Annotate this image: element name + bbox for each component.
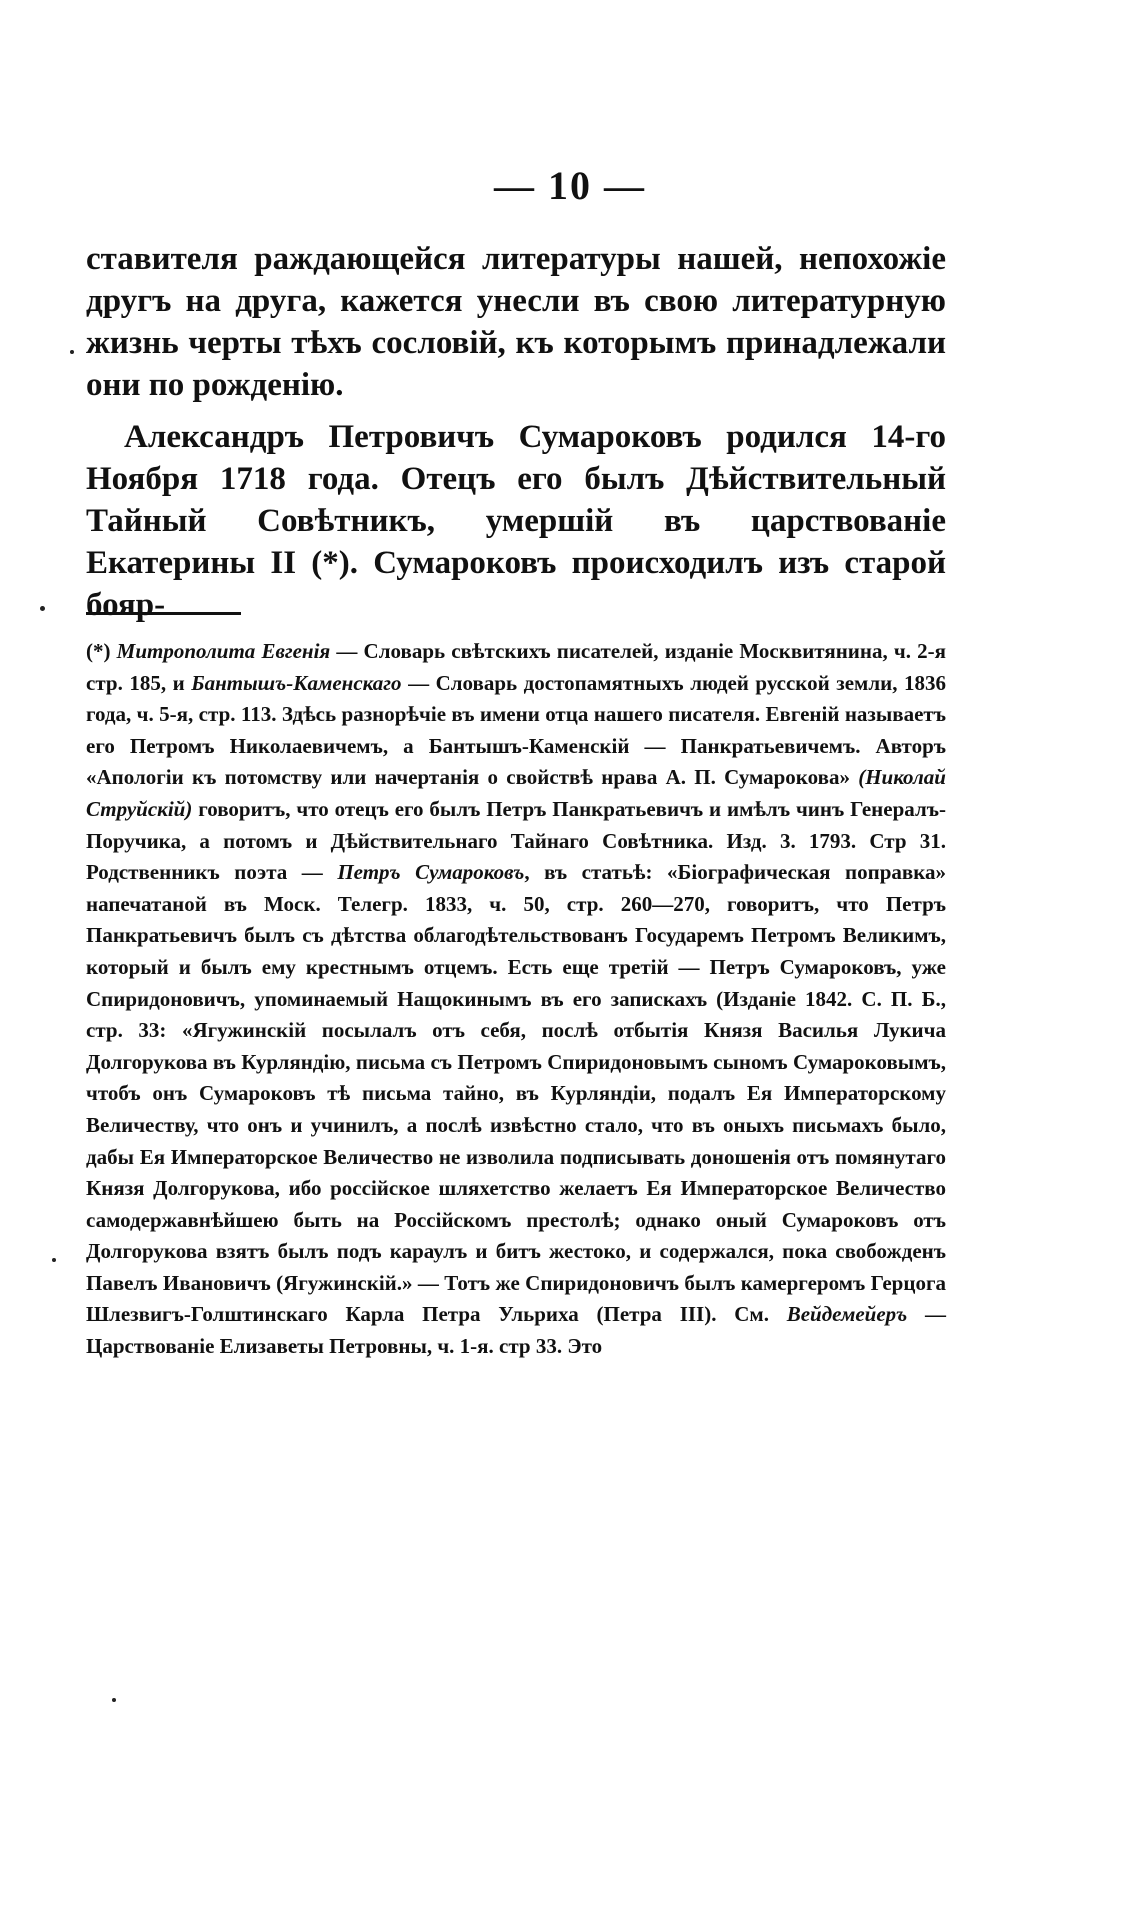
footnote-segment: — Царствованіе Елизаветы Петровны, ч. 1-я. стр 33. Это xyxy=(86,1302,946,1359)
footnote xyxy=(86,636,946,1363)
footnote-marker: (*) xyxy=(86,639,117,663)
footnote-segment: , въ статьѣ: «Біографическая поправка» напечатаной въ Моск. Телегр. 1833, ч. 50, стр. 260—270, говоритъ, что Петръ Панкратьевичъ былъ съ дѣтства облагодѣтельствованъ Государемъ Петромъ Великимъ, который и былъ ему крестнымъ отцемъ. Есть еще третій — Петръ Сумароковъ, уже Спиридоновичъ, упоминаемый Нащокинымъ въ его запискахъ (Изданіе 1842. С. П. Б., стр. 33: «Ягужинскій посылалъ отъ себя, послѣ отбытія Князя Василья Лукича Долгорукова въ Курляндію, письма съ Петромъ Спиридоновымъ сыномъ Сумароковымъ, чтобъ онъ Сумароковъ тѣ письма тайно, въ Курляндіи, подалъ Ея Императорскому Величеству, что онъ и учинилъ, а послѣ извѣстно стало, что въ оныхъ письмахъ было, дабы Ея Императорское Величество не изволила подписывать доношенія отъ помянутаго Князя Долгорукова, ибо россійское шляхетство желаетъ Ея Императорское Величество самодержавнѣйшею быть на Россійскомъ престолѣ; однако оный Сумароковъ отъ Долгорукова взятъ былъ подъ караулъ и битъ жестоко, и содержался, пока свобожденъ Павелъ Ивановичъ (Ягужинскій.» — Тотъ же Спиридоновичъ былъ камергеромъ Герцога Шлезвигъ-Голштинскаго Карла Петра Ульриха (Петра III). См. xyxy=(86,860,946,1327)
ink-speck xyxy=(112,1698,116,1702)
footnote-author: Бантышъ-Каменскаго xyxy=(191,670,402,695)
footnote-segment: — Словарь свѣтскихъ писателей, изданіе Москвитянина, ч. 2-я стр. 185, и xyxy=(86,639,947,695)
main-text xyxy=(86,238,946,626)
page-number: — 10 — xyxy=(494,163,646,208)
footnote-divider xyxy=(86,612,241,615)
footnote-author: Петръ Сумароковъ xyxy=(337,860,525,885)
footnote-text xyxy=(86,636,946,1363)
footnote-segment: говоритъ, что отецъ его былъ Петръ Панкратьевичъ и имѣлъ чинъ Генералъ-Поручика, а потомъ и Дѣйствительнаго Тайнаго Совѣтника. Изд. 3. 1793. Стр 31. Родственникъ поэта — xyxy=(86,796,946,885)
footnote-author: Митрополита Евгенія xyxy=(116,639,331,663)
ink-speck xyxy=(40,606,45,611)
footnote-author: Вейдемейеръ xyxy=(786,1302,908,1327)
paragraph: ставителя раждающейся литературы нашей, непохожіе другъ на друга, кажется унесли въ свою литературную жизнь черты тѣхъ сословій, къ которымъ принадлежали они по рожденію. xyxy=(86,241,946,403)
footnote-segment: — Словарь достопамятныхъ людей русской земли, 1836 года, ч. 5-я, стр. 113. Здѣсь разнорѣчіе въ имени отца нашего писателя. Евгеній называетъ его Петромъ Николаевичемъ, а Бантышъ-Каменскій — Панкратьевичемъ. Авторъ «Апологіи къ потомству или начертанія о свойствѣ нрава А. П. Сумарокова» xyxy=(86,670,946,790)
ink-speck xyxy=(70,350,74,354)
ink-speck xyxy=(52,1258,56,1262)
paragraph: Александръ Петровичъ Сумароковъ родился 14-го Ноября 1718 года. Отецъ его былъ Дѣйствительный Тайный Совѣтникъ, умершій въ царствованіе Екатерины II (*). Сумароковъ происходилъ изъ старой бояр- xyxy=(86,419,946,623)
footnote-author: (Николай Струйскій) xyxy=(86,765,946,821)
